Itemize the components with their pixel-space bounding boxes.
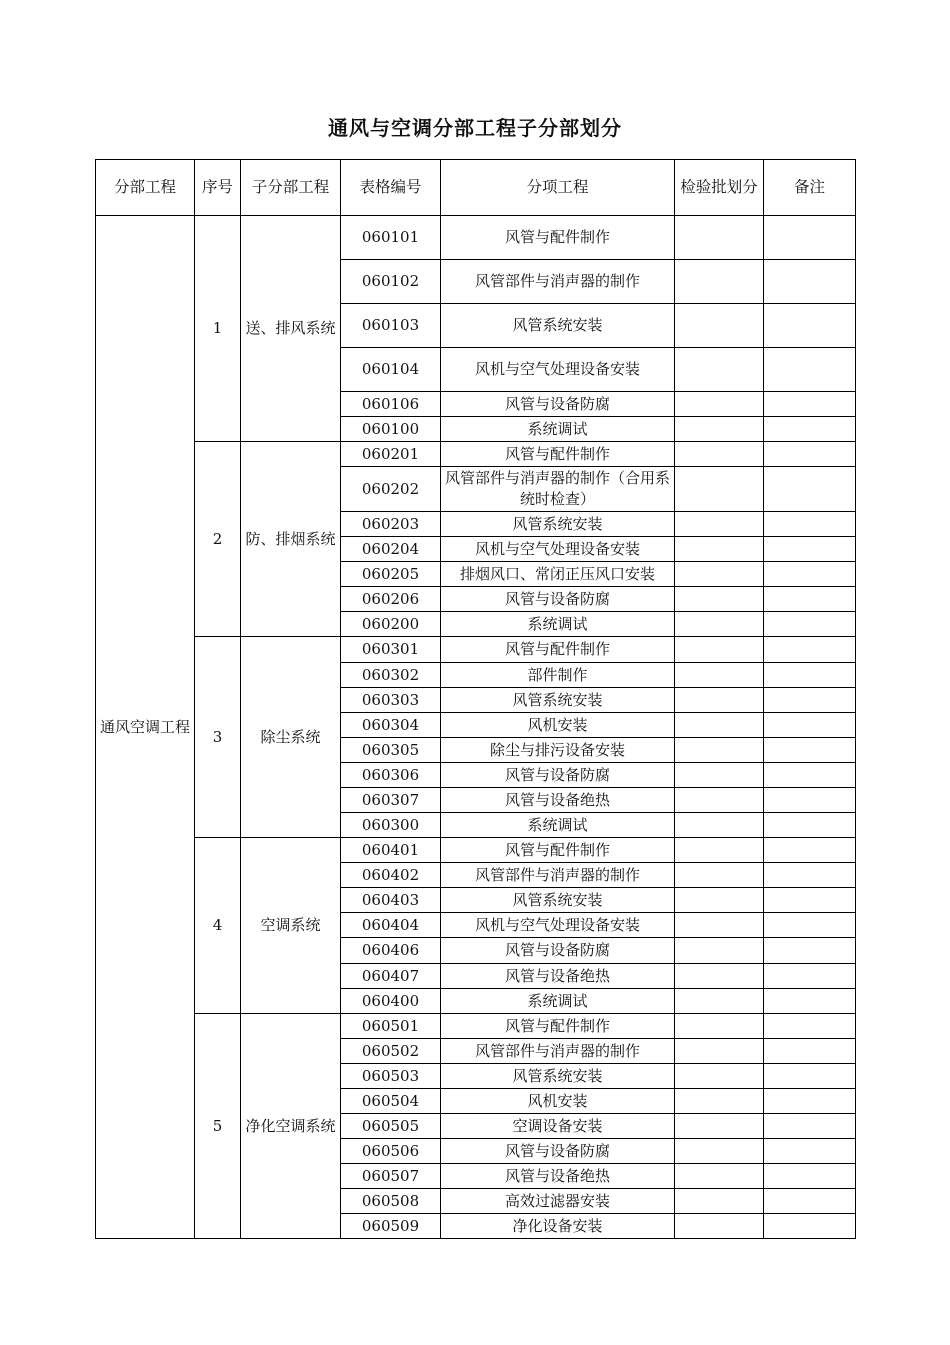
group-number-cell: 5 <box>195 1014 241 1239</box>
division-table <box>95 159 856 1239</box>
document-title: 通风与空调分部工程子分部划分 <box>328 116 622 140</box>
inspection-lot-cell <box>675 392 764 417</box>
remarks-cell <box>764 637 856 663</box>
remarks-cell <box>764 838 856 863</box>
group-number-cell: 2 <box>195 442 241 637</box>
form-code-cell: 060102 <box>341 260 441 304</box>
remarks-cell <box>764 562 856 587</box>
form-code-cell: 060407 <box>341 964 441 989</box>
item-cell: 风机安装 <box>441 713 675 738</box>
item-cell: 风管部件与消声器的制作 <box>441 1039 675 1064</box>
item-cell: 风管与配件制作 <box>441 1014 675 1039</box>
table-row <box>96 838 856 863</box>
form-code-cell: 060501 <box>341 1014 441 1039</box>
remarks-cell <box>764 1089 856 1114</box>
remarks-cell <box>764 813 856 838</box>
form-code-cell: 060103 <box>341 304 441 348</box>
remarks-cell <box>764 1064 856 1089</box>
remarks-cell <box>764 1189 856 1214</box>
inspection-lot-cell <box>675 1114 764 1139</box>
remarks-cell <box>764 304 856 348</box>
inspection-lot-cell <box>675 688 764 713</box>
inspection-lot-cell <box>675 838 764 863</box>
inspection-lot-cell <box>675 888 764 913</box>
inspection-lot-cell <box>675 1014 764 1039</box>
remarks-cell <box>764 738 856 763</box>
item-cell: 风管与设备防腐 <box>441 938 675 964</box>
subdivision-name-cell: 送、排风系统 <box>241 216 341 442</box>
item-cell: 风管与设备绝热 <box>441 1164 675 1189</box>
item-cell: 风机与空气处理设备安装 <box>441 537 675 562</box>
inspection-lot-cell <box>675 1089 764 1114</box>
item-cell: 高效过滤器安装 <box>441 1189 675 1214</box>
remarks-cell <box>764 688 856 713</box>
remarks-cell <box>764 989 856 1014</box>
remarks-cell <box>764 1164 856 1189</box>
item-cell: 系统调试 <box>441 813 675 838</box>
remarks-cell <box>764 964 856 989</box>
remarks-cell <box>764 348 856 392</box>
group-number-cell: 1 <box>195 216 241 442</box>
remarks-cell <box>764 442 856 467</box>
remarks-cell <box>764 417 856 442</box>
remarks-cell <box>764 863 856 888</box>
item-cell: 风管与配件制作 <box>441 216 675 260</box>
form-code-cell: 060300 <box>341 813 441 838</box>
form-code-cell: 060202 <box>341 467 441 512</box>
form-code-cell: 060503 <box>341 1064 441 1089</box>
remarks-cell <box>764 713 856 738</box>
form-code-cell: 060200 <box>341 612 441 637</box>
item-cell: 风管系统安装 <box>441 1064 675 1089</box>
remarks-cell <box>764 888 856 913</box>
item-cell: 风管部件与消声器的制作（合用系统时检查） <box>441 467 675 512</box>
subdivision-name-cell: 空调系统 <box>241 838 341 1014</box>
form-code-cell: 060303 <box>341 688 441 713</box>
division-cell: 通风空调工程 <box>96 216 195 1239</box>
form-code-cell: 060203 <box>341 512 441 537</box>
item-cell: 风管与设备防腐 <box>441 392 675 417</box>
header-inspection-lot: 检验批划分 <box>675 160 764 216</box>
item-cell: 部件制作 <box>441 663 675 688</box>
item-cell: 风管与配件制作 <box>441 442 675 467</box>
remarks-cell <box>764 1039 856 1064</box>
item-cell: 风管与设备防腐 <box>441 587 675 612</box>
item-cell: 风管与设备防腐 <box>441 1139 675 1164</box>
inspection-lot-cell <box>675 348 764 392</box>
item-cell: 风管系统安装 <box>441 688 675 713</box>
group-number-cell: 4 <box>195 838 241 1014</box>
item-cell: 系统调试 <box>441 989 675 1014</box>
form-code-cell: 060504 <box>341 1089 441 1114</box>
inspection-lot-cell <box>675 260 764 304</box>
remarks-cell <box>764 467 856 512</box>
item-cell: 风管与配件制作 <box>441 838 675 863</box>
table-row <box>96 1014 856 1039</box>
form-code-cell: 060304 <box>341 713 441 738</box>
header-form-code: 表格编号 <box>341 160 441 216</box>
item-cell: 风管系统安装 <box>441 888 675 913</box>
inspection-lot-cell <box>675 216 764 260</box>
form-code-cell: 060306 <box>341 763 441 788</box>
item-cell: 风管与设备防腐 <box>441 763 675 788</box>
inspection-lot-cell <box>675 1039 764 1064</box>
remarks-cell <box>764 938 856 964</box>
remarks-cell <box>764 788 856 813</box>
form-code-cell: 060508 <box>341 1189 441 1214</box>
form-code-cell: 060206 <box>341 587 441 612</box>
form-code-cell: 060400 <box>341 989 441 1014</box>
form-code-cell: 060100 <box>341 417 441 442</box>
subdivision-name-cell: 除尘系统 <box>241 637 341 838</box>
item-cell: 风管与配件制作 <box>441 637 675 663</box>
item-cell: 系统调试 <box>441 417 675 442</box>
form-code-cell: 060403 <box>341 888 441 913</box>
remarks-cell <box>764 763 856 788</box>
header-no: 序号 <box>195 160 241 216</box>
form-code-cell: 060204 <box>341 537 441 562</box>
item-cell: 风管部件与消声器的制作 <box>441 260 675 304</box>
table-row <box>96 216 856 260</box>
form-code-cell: 060404 <box>341 913 441 938</box>
inspection-lot-cell <box>675 813 764 838</box>
remarks-cell <box>764 512 856 537</box>
form-code-cell: 060509 <box>341 1214 441 1239</box>
item-cell: 除尘与排污设备安装 <box>441 738 675 763</box>
header-subdivision: 子分部工程 <box>241 160 341 216</box>
group-number-cell: 3 <box>195 637 241 838</box>
inspection-lot-cell <box>675 1189 764 1214</box>
header-remarks: 备注 <box>764 160 856 216</box>
item-cell: 风管与设备绝热 <box>441 788 675 813</box>
inspection-lot-cell <box>675 537 764 562</box>
inspection-lot-cell <box>675 763 764 788</box>
inspection-lot-cell <box>675 637 764 663</box>
form-code-cell: 060401 <box>341 838 441 863</box>
form-code-cell: 060307 <box>341 788 441 813</box>
inspection-lot-cell <box>675 1164 764 1189</box>
header-row <box>96 160 856 216</box>
remarks-cell <box>764 1114 856 1139</box>
item-cell: 风机安装 <box>441 1089 675 1114</box>
header-division: 分部工程 <box>96 160 195 216</box>
form-code-cell: 060505 <box>341 1114 441 1139</box>
remarks-cell <box>764 1014 856 1039</box>
remarks-cell <box>764 1139 856 1164</box>
item-cell: 空调设备安装 <box>441 1114 675 1139</box>
form-code-cell: 060406 <box>341 938 441 964</box>
form-code-cell: 060305 <box>341 738 441 763</box>
inspection-lot-cell <box>675 587 764 612</box>
form-code-cell: 060507 <box>341 1164 441 1189</box>
form-code-cell: 060104 <box>341 348 441 392</box>
item-cell: 排烟风口、常闭正压风口安装 <box>441 562 675 587</box>
item-cell: 风管系统安装 <box>441 512 675 537</box>
inspection-lot-cell <box>675 713 764 738</box>
form-code-cell: 060502 <box>341 1039 441 1064</box>
inspection-lot-cell <box>675 964 764 989</box>
inspection-lot-cell <box>675 512 764 537</box>
remarks-cell <box>764 216 856 260</box>
subdivision-name-cell: 防、排烟系统 <box>241 442 341 637</box>
inspection-lot-cell <box>675 304 764 348</box>
inspection-lot-cell <box>675 1064 764 1089</box>
inspection-lot-cell <box>675 612 764 637</box>
form-code-cell: 060101 <box>341 216 441 260</box>
form-code-cell: 060402 <box>341 863 441 888</box>
inspection-lot-cell <box>675 442 764 467</box>
inspection-lot-cell <box>675 938 764 964</box>
remarks-cell <box>764 587 856 612</box>
inspection-lot-cell <box>675 562 764 587</box>
form-code-cell: 060201 <box>341 442 441 467</box>
inspection-lot-cell <box>675 863 764 888</box>
inspection-lot-cell <box>675 663 764 688</box>
remarks-cell <box>764 612 856 637</box>
inspection-lot-cell <box>675 417 764 442</box>
inspection-lot-cell <box>675 788 764 813</box>
remarks-cell <box>764 1214 856 1239</box>
inspection-lot-cell <box>675 1214 764 1239</box>
remarks-cell <box>764 537 856 562</box>
item-cell: 风管与设备绝热 <box>441 964 675 989</box>
item-cell: 风机与空气处理设备安装 <box>441 913 675 938</box>
form-code-cell: 060301 <box>341 637 441 663</box>
item-cell: 净化设备安装 <box>441 1214 675 1239</box>
item-cell: 风机与空气处理设备安装 <box>441 348 675 392</box>
header-item: 分项工程 <box>441 160 675 216</box>
item-cell: 风管部件与消声器的制作 <box>441 863 675 888</box>
inspection-lot-cell <box>675 467 764 512</box>
form-code-cell: 060205 <box>341 562 441 587</box>
remarks-cell <box>764 663 856 688</box>
remarks-cell <box>764 392 856 417</box>
inspection-lot-cell <box>675 913 764 938</box>
inspection-lot-cell <box>675 989 764 1014</box>
remarks-cell <box>764 260 856 304</box>
item-cell: 系统调试 <box>441 612 675 637</box>
remarks-cell <box>764 913 856 938</box>
item-cell: 风管系统安装 <box>441 304 675 348</box>
inspection-lot-cell <box>675 738 764 763</box>
inspection-lot-cell <box>675 1139 764 1164</box>
table-row <box>96 637 856 663</box>
form-code-cell: 060106 <box>341 392 441 417</box>
form-code-cell: 060302 <box>341 663 441 688</box>
table-row <box>96 442 856 467</box>
form-code-cell: 060506 <box>341 1139 441 1164</box>
table-body <box>96 216 856 1239</box>
subdivision-name-cell: 净化空调系统 <box>241 1014 341 1239</box>
